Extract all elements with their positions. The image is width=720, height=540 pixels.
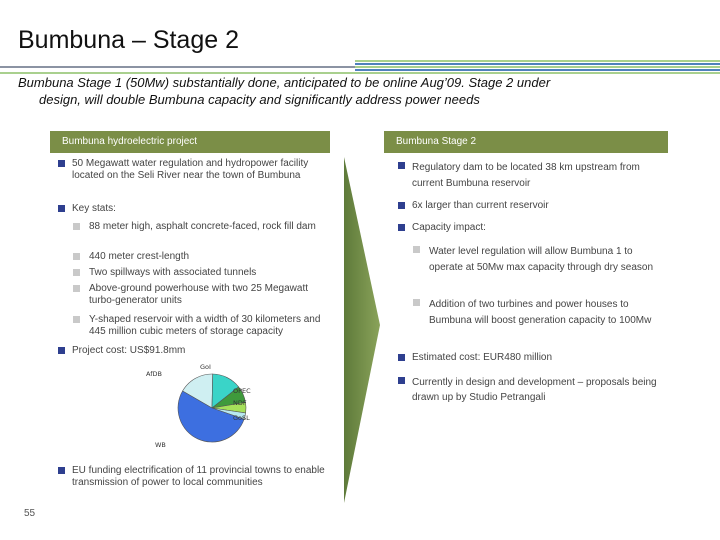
- bullet-estimated-cost: [398, 352, 666, 364]
- bullet-text: Regulatory dam to be located 38 km upstream from current Bumbuna reservoir: [412, 162, 640, 189]
- bullet-text: Capacity impact:: [412, 222, 486, 233]
- bullet-marker: [58, 467, 65, 474]
- bullet-text: Project cost: US$91.8mm: [72, 345, 186, 356]
- bullet-eu-funding: [58, 465, 328, 488]
- pie-label-gosl: GoSL: [233, 414, 250, 422]
- bullet-marker: [73, 223, 80, 230]
- bullet-larger: [398, 200, 666, 212]
- bullet-marker: [398, 162, 405, 169]
- bullet-marker: [73, 269, 80, 276]
- right-column-header: Bumbuna Stage 2: [384, 131, 668, 153]
- bullet-text: EU funding electrification of 11 provincial towns to enable transmission of power to local communities: [72, 465, 325, 488]
- bullet-status: [398, 375, 666, 405]
- bullet-text: Currently in design and development – proposals being drawn up by Studio Petrangali: [412, 377, 657, 403]
- bullet-marker: [413, 246, 420, 253]
- pie-label-goi: GoI: [200, 363, 211, 371]
- bullet-text: 6x larger than current reservoir: [412, 200, 549, 211]
- arrow-graphic: [342, 155, 382, 505]
- bullet-marker: [73, 253, 80, 260]
- stat-text: 440 meter crest-length: [89, 251, 190, 262]
- stat-item: [73, 221, 328, 233]
- stat-item: [73, 283, 328, 306]
- stat-text: 88 meter high, asphalt concrete-faced, rock fill dam: [89, 221, 316, 232]
- decor-stripe-blue-2: [355, 69, 720, 71]
- left-column-header: Bumbuna hydroelectric project: [50, 131, 330, 153]
- page-number: 55: [24, 508, 36, 519]
- stat-item: [73, 251, 328, 263]
- bullet-capacity: [398, 222, 666, 234]
- bullet-marker: [58, 205, 65, 212]
- bullet-marker: [398, 202, 405, 209]
- bullet-text: 50 Megawatt water regulation and hydropower facility located on the Seli River near the town of Bumbuna: [72, 158, 309, 181]
- bullet-marker: [58, 347, 65, 354]
- stat-text: Above-ground powerhouse with two 25 Megawatt turbo-generator units: [89, 283, 309, 306]
- bullet-marker: [413, 299, 420, 306]
- pie-label-afdb: AfDB: [146, 370, 162, 378]
- bullet-marker: [73, 316, 80, 323]
- bullet-text: Key stats:: [72, 203, 116, 214]
- decor-stripe-green-2: [355, 66, 720, 68]
- page-title: Bumbuna – Stage 2: [18, 26, 239, 54]
- capacity-text: Water level regulation will allow Bumbuna 1 to operate at 50Mw max capacity through dry season: [429, 246, 654, 273]
- capacity-text: Addition of two turbines and power houses to Bumbuna will boost generation capacity to 100Mw: [429, 299, 652, 326]
- bullet-marker: [58, 160, 65, 167]
- stat-text: Y-shaped reservoir with a width of 30 kilometers and 445 million cubic meters of storage capacity: [89, 314, 321, 337]
- pie-label-ndf: NDF: [233, 399, 247, 407]
- decor-stripe-green: [355, 60, 720, 62]
- subtitle-line-1: Bumbuna Stage 1 (50Mw) substantially done, anticipated to be online Aug’09. Stage 2 under: [18, 75, 551, 90]
- bullet-key-stats: [58, 203, 328, 215]
- bullet-text: Estimated cost: EUR480 million: [412, 352, 553, 363]
- capacity-item: [413, 297, 663, 329]
- capacity-item: [413, 244, 663, 276]
- decor-stripe-blue: [355, 63, 720, 65]
- bullet-intro: [58, 158, 328, 181]
- pie-label-opec: OPEC: [233, 387, 251, 395]
- bullet-project-cost: [58, 345, 328, 357]
- bullet-marker: [398, 354, 405, 361]
- bullet-marker: [398, 224, 405, 231]
- bullet-marker: [398, 377, 405, 384]
- stat-item: [73, 314, 328, 337]
- pie-label-wb: WB: [155, 441, 166, 449]
- bullet-regulatory-dam: [398, 160, 666, 192]
- bullet-marker: [73, 285, 80, 292]
- stat-text: Two spillways with associated tunnels: [89, 267, 257, 278]
- funding-pie-chart: [140, 360, 290, 452]
- subtitle-line-2: design, will double Bumbuna capacity and significantly address power needs: [39, 92, 480, 107]
- title-underline: [0, 66, 355, 68]
- subtitle: [18, 74, 698, 108]
- stat-item: [73, 267, 328, 279]
